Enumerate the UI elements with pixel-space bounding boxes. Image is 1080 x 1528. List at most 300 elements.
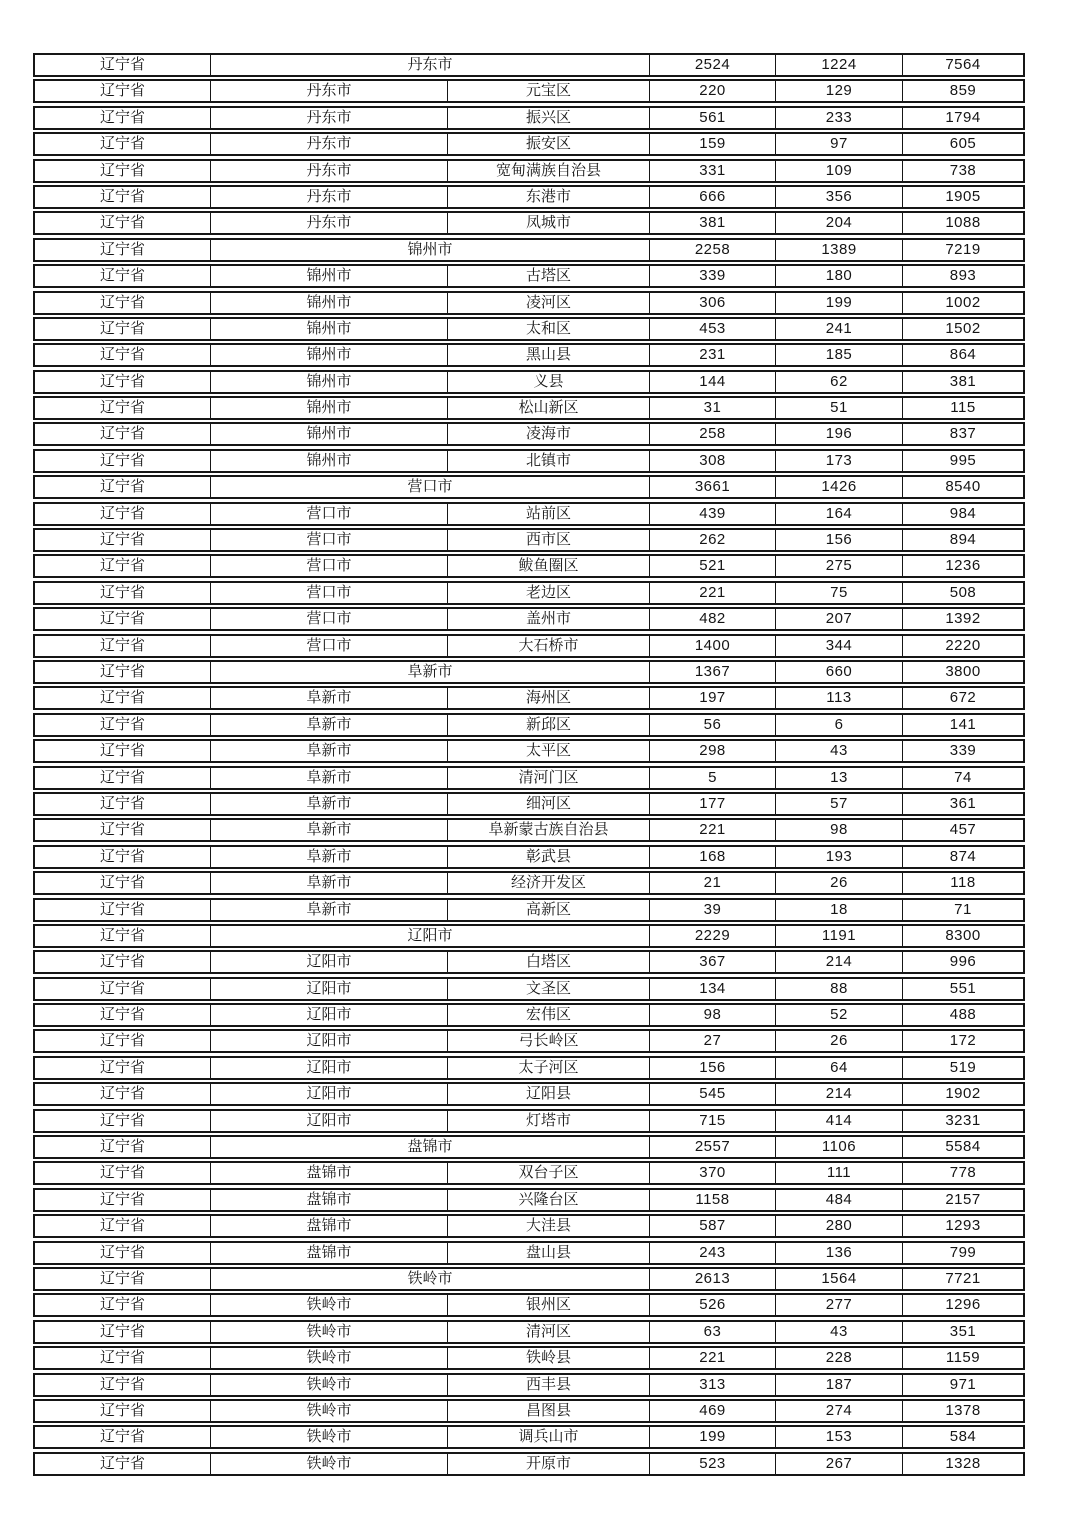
value-cell: 864 bbox=[949, 346, 977, 364]
value-cell: 1367 bbox=[650, 662, 776, 682]
province-cell: 辽宁省 bbox=[35, 794, 211, 814]
value-cell: 339 bbox=[650, 266, 776, 286]
city-cell: 丹东市 bbox=[211, 134, 448, 154]
province-cell: 辽宁省 bbox=[35, 266, 211, 286]
value-cell: 156 bbox=[776, 530, 903, 550]
district-cell: 开原市 bbox=[448, 1454, 650, 1474]
value-cell: 267 bbox=[776, 1454, 903, 1474]
value-cell: 356 bbox=[776, 187, 903, 207]
district-cell: 清河门区 bbox=[448, 768, 650, 788]
value-cell: 153 bbox=[776, 1427, 903, 1447]
value-cell: 2157 bbox=[945, 1190, 981, 1208]
table-row bbox=[33, 845, 1025, 869]
city-cell: 铁岭市 bbox=[211, 1295, 448, 1315]
district-cell: 大洼县 bbox=[448, 1216, 650, 1236]
province-cell: 辽宁省 bbox=[35, 556, 211, 576]
province-cell: 辽宁省 bbox=[35, 240, 211, 260]
province-table bbox=[33, 53, 1025, 1478]
table-row bbox=[33, 159, 1025, 183]
district-cell: 宽甸满族自治县 bbox=[448, 161, 650, 181]
district-cell: 阜新蒙古族自治县 bbox=[448, 820, 650, 840]
city-cell: 丹东市 bbox=[211, 81, 448, 101]
value-cell: 27 bbox=[650, 1031, 776, 1051]
city-cell: 盘锦市 bbox=[211, 1216, 448, 1236]
table-row bbox=[33, 1452, 1025, 1476]
district-cell: 老边区 bbox=[448, 583, 650, 603]
value-cell: 1191 bbox=[776, 926, 903, 946]
district-cell: 经济开发区 bbox=[448, 873, 650, 893]
value-cell: 521 bbox=[650, 556, 776, 576]
province-cell: 辽宁省 bbox=[35, 213, 211, 233]
city-cell: 锦州市 bbox=[211, 424, 448, 444]
value-cell: 381 bbox=[949, 372, 977, 390]
value-cell: 799 bbox=[949, 1243, 977, 1261]
value-cell: 995 bbox=[949, 451, 977, 469]
value-cell: 7721 bbox=[945, 1269, 981, 1287]
value-cell: 168 bbox=[650, 847, 776, 867]
table-row bbox=[33, 977, 1025, 1001]
district-cell: 彰武县 bbox=[448, 847, 650, 867]
province-cell: 辽宁省 bbox=[35, 1427, 211, 1447]
province-cell: 辽宁省 bbox=[35, 636, 211, 656]
value-cell: 199 bbox=[650, 1427, 776, 1447]
value-cell: 1564 bbox=[776, 1269, 903, 1289]
city-cell: 盘锦市 bbox=[211, 1190, 448, 1210]
district-cell: 义县 bbox=[448, 372, 650, 392]
district-cell: 海州区 bbox=[448, 688, 650, 708]
value-cell: 381 bbox=[650, 213, 776, 233]
table-row bbox=[33, 422, 1025, 446]
district-cell: 辽阳县 bbox=[448, 1084, 650, 1104]
province-cell: 辽宁省 bbox=[35, 1137, 211, 1157]
table-row bbox=[33, 1267, 1025, 1291]
value-cell: 984 bbox=[949, 504, 977, 522]
province-cell: 辽宁省 bbox=[35, 583, 211, 603]
value-cell: 6 bbox=[776, 715, 903, 735]
province-cell: 辽宁省 bbox=[35, 1322, 211, 1342]
province-cell: 辽宁省 bbox=[35, 81, 211, 101]
value-cell: 221 bbox=[650, 1348, 776, 1368]
city-cell: 铁岭市 bbox=[211, 1454, 448, 1474]
table-row bbox=[33, 528, 1025, 552]
province-cell: 辽宁省 bbox=[35, 1243, 211, 1263]
value-cell: 8300 bbox=[945, 926, 981, 944]
value-cell: 62 bbox=[776, 372, 903, 392]
province-cell: 辽宁省 bbox=[35, 372, 211, 392]
district-cell: 西丰县 bbox=[448, 1375, 650, 1395]
value-cell: 1106 bbox=[776, 1137, 903, 1157]
table-row bbox=[33, 1161, 1025, 1185]
value-cell: 1088 bbox=[945, 214, 981, 232]
value-cell: 231 bbox=[650, 345, 776, 365]
value-cell: 214 bbox=[776, 1084, 903, 1104]
table-row bbox=[33, 343, 1025, 367]
value-cell: 277 bbox=[776, 1295, 903, 1315]
province-cell: 辽宁省 bbox=[35, 134, 211, 154]
city-summary-cell: 铁岭市 bbox=[211, 1269, 650, 1289]
city-cell: 锦州市 bbox=[211, 398, 448, 418]
value-cell: 453 bbox=[650, 319, 776, 339]
value-cell: 469 bbox=[650, 1401, 776, 1421]
province-cell: 辽宁省 bbox=[35, 926, 211, 946]
district-cell: 清河区 bbox=[448, 1322, 650, 1342]
value-cell: 31 bbox=[650, 398, 776, 418]
value-cell: 551 bbox=[949, 979, 977, 997]
value-cell: 414 bbox=[776, 1111, 903, 1131]
table-row bbox=[33, 1346, 1025, 1370]
district-cell: 太和区 bbox=[448, 319, 650, 339]
province-cell: 辽宁省 bbox=[35, 900, 211, 920]
province-cell: 辽宁省 bbox=[35, 424, 211, 444]
province-cell: 辽宁省 bbox=[35, 161, 211, 181]
city-cell: 锦州市 bbox=[211, 293, 448, 313]
table-row bbox=[33, 1425, 1025, 1449]
value-cell: 159 bbox=[650, 134, 776, 154]
value-cell: 156 bbox=[650, 1058, 776, 1078]
district-cell: 太平区 bbox=[448, 741, 650, 761]
value-cell: 134 bbox=[650, 979, 776, 999]
city-cell: 营口市 bbox=[211, 636, 448, 656]
value-cell: 1002 bbox=[945, 293, 981, 311]
value-cell: 5584 bbox=[945, 1138, 981, 1156]
city-cell: 辽阳市 bbox=[211, 1058, 448, 1078]
city-summary-cell: 辽阳市 bbox=[211, 926, 650, 946]
value-cell: 197 bbox=[650, 688, 776, 708]
city-summary-cell: 丹东市 bbox=[211, 55, 650, 75]
table-row bbox=[33, 660, 1025, 684]
value-cell: 2229 bbox=[650, 926, 776, 946]
table-row bbox=[33, 449, 1025, 473]
province-cell: 辽宁省 bbox=[35, 952, 211, 972]
value-cell: 893 bbox=[949, 267, 977, 285]
value-cell: 672 bbox=[949, 689, 977, 707]
district-cell: 黑山县 bbox=[448, 345, 650, 365]
value-cell: 75 bbox=[776, 583, 903, 603]
value-cell: 262 bbox=[650, 530, 776, 550]
city-cell: 阜新市 bbox=[211, 847, 448, 867]
table-row bbox=[33, 1029, 1025, 1053]
value-cell: 243 bbox=[650, 1243, 776, 1263]
value-cell: 98 bbox=[776, 820, 903, 840]
value-cell: 5 bbox=[650, 768, 776, 788]
district-cell: 盖州市 bbox=[448, 609, 650, 629]
district-cell: 太子河区 bbox=[448, 1058, 650, 1078]
city-cell: 阜新市 bbox=[211, 900, 448, 920]
value-cell: 1158 bbox=[650, 1190, 776, 1210]
city-cell: 营口市 bbox=[211, 609, 448, 629]
table-row bbox=[33, 132, 1025, 156]
value-cell: 313 bbox=[650, 1375, 776, 1395]
value-cell: 43 bbox=[776, 741, 903, 761]
value-cell: 241 bbox=[776, 319, 903, 339]
value-cell: 97 bbox=[776, 134, 903, 154]
value-cell: 545 bbox=[650, 1084, 776, 1104]
city-cell: 丹东市 bbox=[211, 187, 448, 207]
city-summary-cell: 锦州市 bbox=[211, 240, 650, 260]
district-cell: 西市区 bbox=[448, 530, 650, 550]
province-cell: 辽宁省 bbox=[35, 1031, 211, 1051]
value-cell: 1296 bbox=[945, 1296, 981, 1314]
value-cell: 584 bbox=[949, 1428, 977, 1446]
province-cell: 辽宁省 bbox=[35, 530, 211, 550]
table-row bbox=[33, 475, 1025, 499]
province-cell: 辽宁省 bbox=[35, 873, 211, 893]
province-cell: 辽宁省 bbox=[35, 1005, 211, 1025]
value-cell: 874 bbox=[949, 847, 977, 865]
value-cell: 221 bbox=[650, 583, 776, 603]
city-cell: 锦州市 bbox=[211, 345, 448, 365]
value-cell: 39 bbox=[650, 900, 776, 920]
province-cell: 辽宁省 bbox=[35, 451, 211, 471]
district-cell: 凌海市 bbox=[448, 424, 650, 444]
province-cell: 辽宁省 bbox=[35, 293, 211, 313]
value-cell: 228 bbox=[776, 1348, 903, 1368]
province-cell: 辽宁省 bbox=[35, 398, 211, 418]
province-cell: 辽宁省 bbox=[35, 1348, 211, 1368]
table-row bbox=[33, 211, 1025, 235]
city-cell: 锦州市 bbox=[211, 451, 448, 471]
value-cell: 1159 bbox=[945, 1349, 981, 1367]
value-cell: 204 bbox=[776, 213, 903, 233]
value-cell: 109 bbox=[776, 161, 903, 181]
value-cell: 187 bbox=[776, 1375, 903, 1395]
table-row bbox=[33, 739, 1025, 763]
table-row bbox=[33, 291, 1025, 315]
province-cell: 辽宁省 bbox=[35, 477, 211, 497]
value-cell: 2557 bbox=[650, 1137, 776, 1157]
table-row bbox=[33, 634, 1025, 658]
table-row bbox=[33, 554, 1025, 578]
district-cell: 调兵山市 bbox=[448, 1427, 650, 1447]
value-cell: 837 bbox=[949, 425, 977, 443]
value-cell: 457 bbox=[949, 821, 977, 839]
province-cell: 辽宁省 bbox=[35, 979, 211, 999]
value-cell: 482 bbox=[650, 609, 776, 629]
city-cell: 丹东市 bbox=[211, 213, 448, 233]
city-summary-cell: 营口市 bbox=[211, 477, 650, 497]
district-cell: 站前区 bbox=[448, 504, 650, 524]
value-cell: 2613 bbox=[650, 1269, 776, 1289]
province-cell: 辽宁省 bbox=[35, 1375, 211, 1395]
value-cell: 1905 bbox=[945, 187, 981, 205]
province-cell: 辽宁省 bbox=[35, 768, 211, 788]
value-cell: 207 bbox=[776, 609, 903, 629]
value-cell: 275 bbox=[776, 556, 903, 576]
province-cell: 辽宁省 bbox=[35, 820, 211, 840]
province-cell: 辽宁省 bbox=[35, 1401, 211, 1421]
city-cell: 阜新市 bbox=[211, 794, 448, 814]
value-cell: 129 bbox=[776, 81, 903, 101]
value-cell: 141 bbox=[949, 715, 977, 733]
district-cell: 白塔区 bbox=[448, 952, 650, 972]
value-cell: 63 bbox=[650, 1322, 776, 1342]
city-cell: 锦州市 bbox=[211, 372, 448, 392]
value-cell: 1328 bbox=[945, 1454, 981, 1472]
table-row bbox=[33, 1188, 1025, 1212]
value-cell: 57 bbox=[776, 794, 903, 814]
city-cell: 辽阳市 bbox=[211, 1031, 448, 1051]
value-cell: 3231 bbox=[945, 1111, 981, 1129]
value-cell: 715 bbox=[650, 1111, 776, 1131]
table-row bbox=[33, 1003, 1025, 1027]
city-cell: 营口市 bbox=[211, 530, 448, 550]
value-cell: 3800 bbox=[945, 662, 981, 680]
value-cell: 1902 bbox=[945, 1085, 981, 1103]
table-row bbox=[33, 1373, 1025, 1397]
table-row bbox=[33, 713, 1025, 737]
value-cell: 43 bbox=[776, 1322, 903, 1342]
table-row bbox=[33, 1399, 1025, 1423]
table-row bbox=[33, 1082, 1025, 1106]
value-cell: 64 bbox=[776, 1058, 903, 1078]
city-cell: 盘锦市 bbox=[211, 1243, 448, 1263]
value-cell: 136 bbox=[776, 1243, 903, 1263]
province-cell: 辽宁省 bbox=[35, 715, 211, 735]
table-row bbox=[33, 79, 1025, 103]
table-row bbox=[33, 1293, 1025, 1317]
value-cell: 1400 bbox=[650, 636, 776, 656]
value-cell: 7219 bbox=[945, 240, 981, 258]
value-cell: 778 bbox=[949, 1164, 977, 1182]
city-cell: 辽阳市 bbox=[211, 952, 448, 972]
value-cell: 8540 bbox=[945, 478, 981, 496]
value-cell: 115 bbox=[950, 399, 976, 417]
province-cell: 辽宁省 bbox=[35, 847, 211, 867]
table-row bbox=[33, 370, 1025, 394]
district-cell: 古塔区 bbox=[448, 266, 650, 286]
city-cell: 丹东市 bbox=[211, 161, 448, 181]
value-cell: 3661 bbox=[650, 477, 776, 497]
table-row bbox=[33, 1214, 1025, 1238]
district-cell: 细河区 bbox=[448, 794, 650, 814]
district-cell: 东港市 bbox=[448, 187, 650, 207]
table-row bbox=[33, 238, 1025, 262]
province-cell: 辽宁省 bbox=[35, 187, 211, 207]
value-cell: 233 bbox=[776, 108, 903, 128]
district-cell: 文圣区 bbox=[448, 979, 650, 999]
value-cell: 971 bbox=[949, 1375, 977, 1393]
value-cell: 1378 bbox=[945, 1401, 981, 1419]
value-cell: 859 bbox=[949, 82, 977, 100]
value-cell: 1224 bbox=[776, 55, 903, 75]
district-cell: 银州区 bbox=[448, 1295, 650, 1315]
value-cell: 351 bbox=[949, 1322, 977, 1340]
value-cell: 21 bbox=[650, 873, 776, 893]
province-cell: 辽宁省 bbox=[35, 1216, 211, 1236]
value-cell: 18 bbox=[776, 900, 903, 920]
table-row bbox=[33, 264, 1025, 288]
value-cell: 298 bbox=[650, 741, 776, 761]
table-row bbox=[33, 818, 1025, 842]
value-cell: 1502 bbox=[945, 319, 981, 337]
table-row bbox=[33, 792, 1025, 816]
district-cell: 灯塔市 bbox=[448, 1111, 650, 1131]
value-cell: 280 bbox=[776, 1216, 903, 1236]
province-cell: 辽宁省 bbox=[35, 1454, 211, 1474]
district-cell: 元宝区 bbox=[448, 81, 650, 101]
province-cell: 辽宁省 bbox=[35, 741, 211, 761]
district-cell: 昌图县 bbox=[448, 1401, 650, 1421]
value-cell: 113 bbox=[776, 688, 903, 708]
table-row bbox=[33, 502, 1025, 526]
value-cell: 180 bbox=[776, 266, 903, 286]
value-cell: 177 bbox=[650, 794, 776, 814]
city-cell: 锦州市 bbox=[211, 319, 448, 339]
city-cell: 辽阳市 bbox=[211, 1005, 448, 1025]
value-cell: 367 bbox=[650, 952, 776, 972]
province-cell: 辽宁省 bbox=[35, 55, 211, 75]
city-cell: 锦州市 bbox=[211, 266, 448, 286]
table-row bbox=[33, 607, 1025, 631]
table-row bbox=[33, 317, 1025, 341]
value-cell: 51 bbox=[776, 398, 903, 418]
city-cell: 辽阳市 bbox=[211, 979, 448, 999]
value-cell: 164 bbox=[776, 504, 903, 524]
table-row bbox=[33, 924, 1025, 948]
value-cell: 1293 bbox=[945, 1217, 981, 1235]
province-cell: 辽宁省 bbox=[35, 1058, 211, 1078]
value-cell: 587 bbox=[650, 1216, 776, 1236]
city-cell: 铁岭市 bbox=[211, 1348, 448, 1368]
value-cell: 370 bbox=[650, 1163, 776, 1183]
district-cell: 大石桥市 bbox=[448, 636, 650, 656]
value-cell: 88 bbox=[776, 979, 903, 999]
value-cell: 339 bbox=[949, 742, 977, 760]
value-cell: 666 bbox=[650, 187, 776, 207]
value-cell: 111 bbox=[776, 1163, 903, 1183]
value-cell: 1389 bbox=[776, 240, 903, 260]
value-cell: 98 bbox=[650, 1005, 776, 1025]
table-row bbox=[33, 1135, 1025, 1159]
value-cell: 220 bbox=[650, 81, 776, 101]
city-cell: 盘锦市 bbox=[211, 1163, 448, 1183]
value-cell: 561 bbox=[650, 108, 776, 128]
table-row bbox=[33, 396, 1025, 420]
district-cell: 盘山县 bbox=[448, 1243, 650, 1263]
value-cell: 13 bbox=[776, 768, 903, 788]
table-row bbox=[33, 871, 1025, 895]
city-cell: 铁岭市 bbox=[211, 1322, 448, 1342]
value-cell: 144 bbox=[650, 372, 776, 392]
city-cell: 辽阳市 bbox=[211, 1084, 448, 1104]
value-cell: 1794 bbox=[945, 108, 981, 126]
table-row bbox=[33, 106, 1025, 130]
value-cell: 306 bbox=[650, 293, 776, 313]
value-cell: 118 bbox=[950, 874, 976, 892]
province-cell: 辽宁省 bbox=[35, 662, 211, 682]
value-cell: 172 bbox=[949, 1032, 977, 1050]
value-cell: 344 bbox=[776, 636, 903, 656]
city-cell: 阜新市 bbox=[211, 688, 448, 708]
value-cell: 74 bbox=[954, 768, 972, 786]
district-cell: 双台子区 bbox=[448, 1163, 650, 1183]
value-cell: 2258 bbox=[650, 240, 776, 260]
city-cell: 辽阳市 bbox=[211, 1111, 448, 1131]
table-row bbox=[33, 53, 1025, 77]
value-cell: 660 bbox=[776, 662, 903, 682]
table-row bbox=[33, 1109, 1025, 1133]
value-cell: 331 bbox=[650, 161, 776, 181]
value-cell: 274 bbox=[776, 1401, 903, 1421]
city-cell: 阜新市 bbox=[211, 741, 448, 761]
province-cell: 辽宁省 bbox=[35, 1295, 211, 1315]
value-cell: 523 bbox=[650, 1454, 776, 1474]
province-cell: 辽宁省 bbox=[35, 1111, 211, 1131]
city-cell: 铁岭市 bbox=[211, 1401, 448, 1421]
value-cell: 2524 bbox=[650, 55, 776, 75]
value-cell: 488 bbox=[949, 1006, 977, 1024]
province-cell: 辽宁省 bbox=[35, 688, 211, 708]
